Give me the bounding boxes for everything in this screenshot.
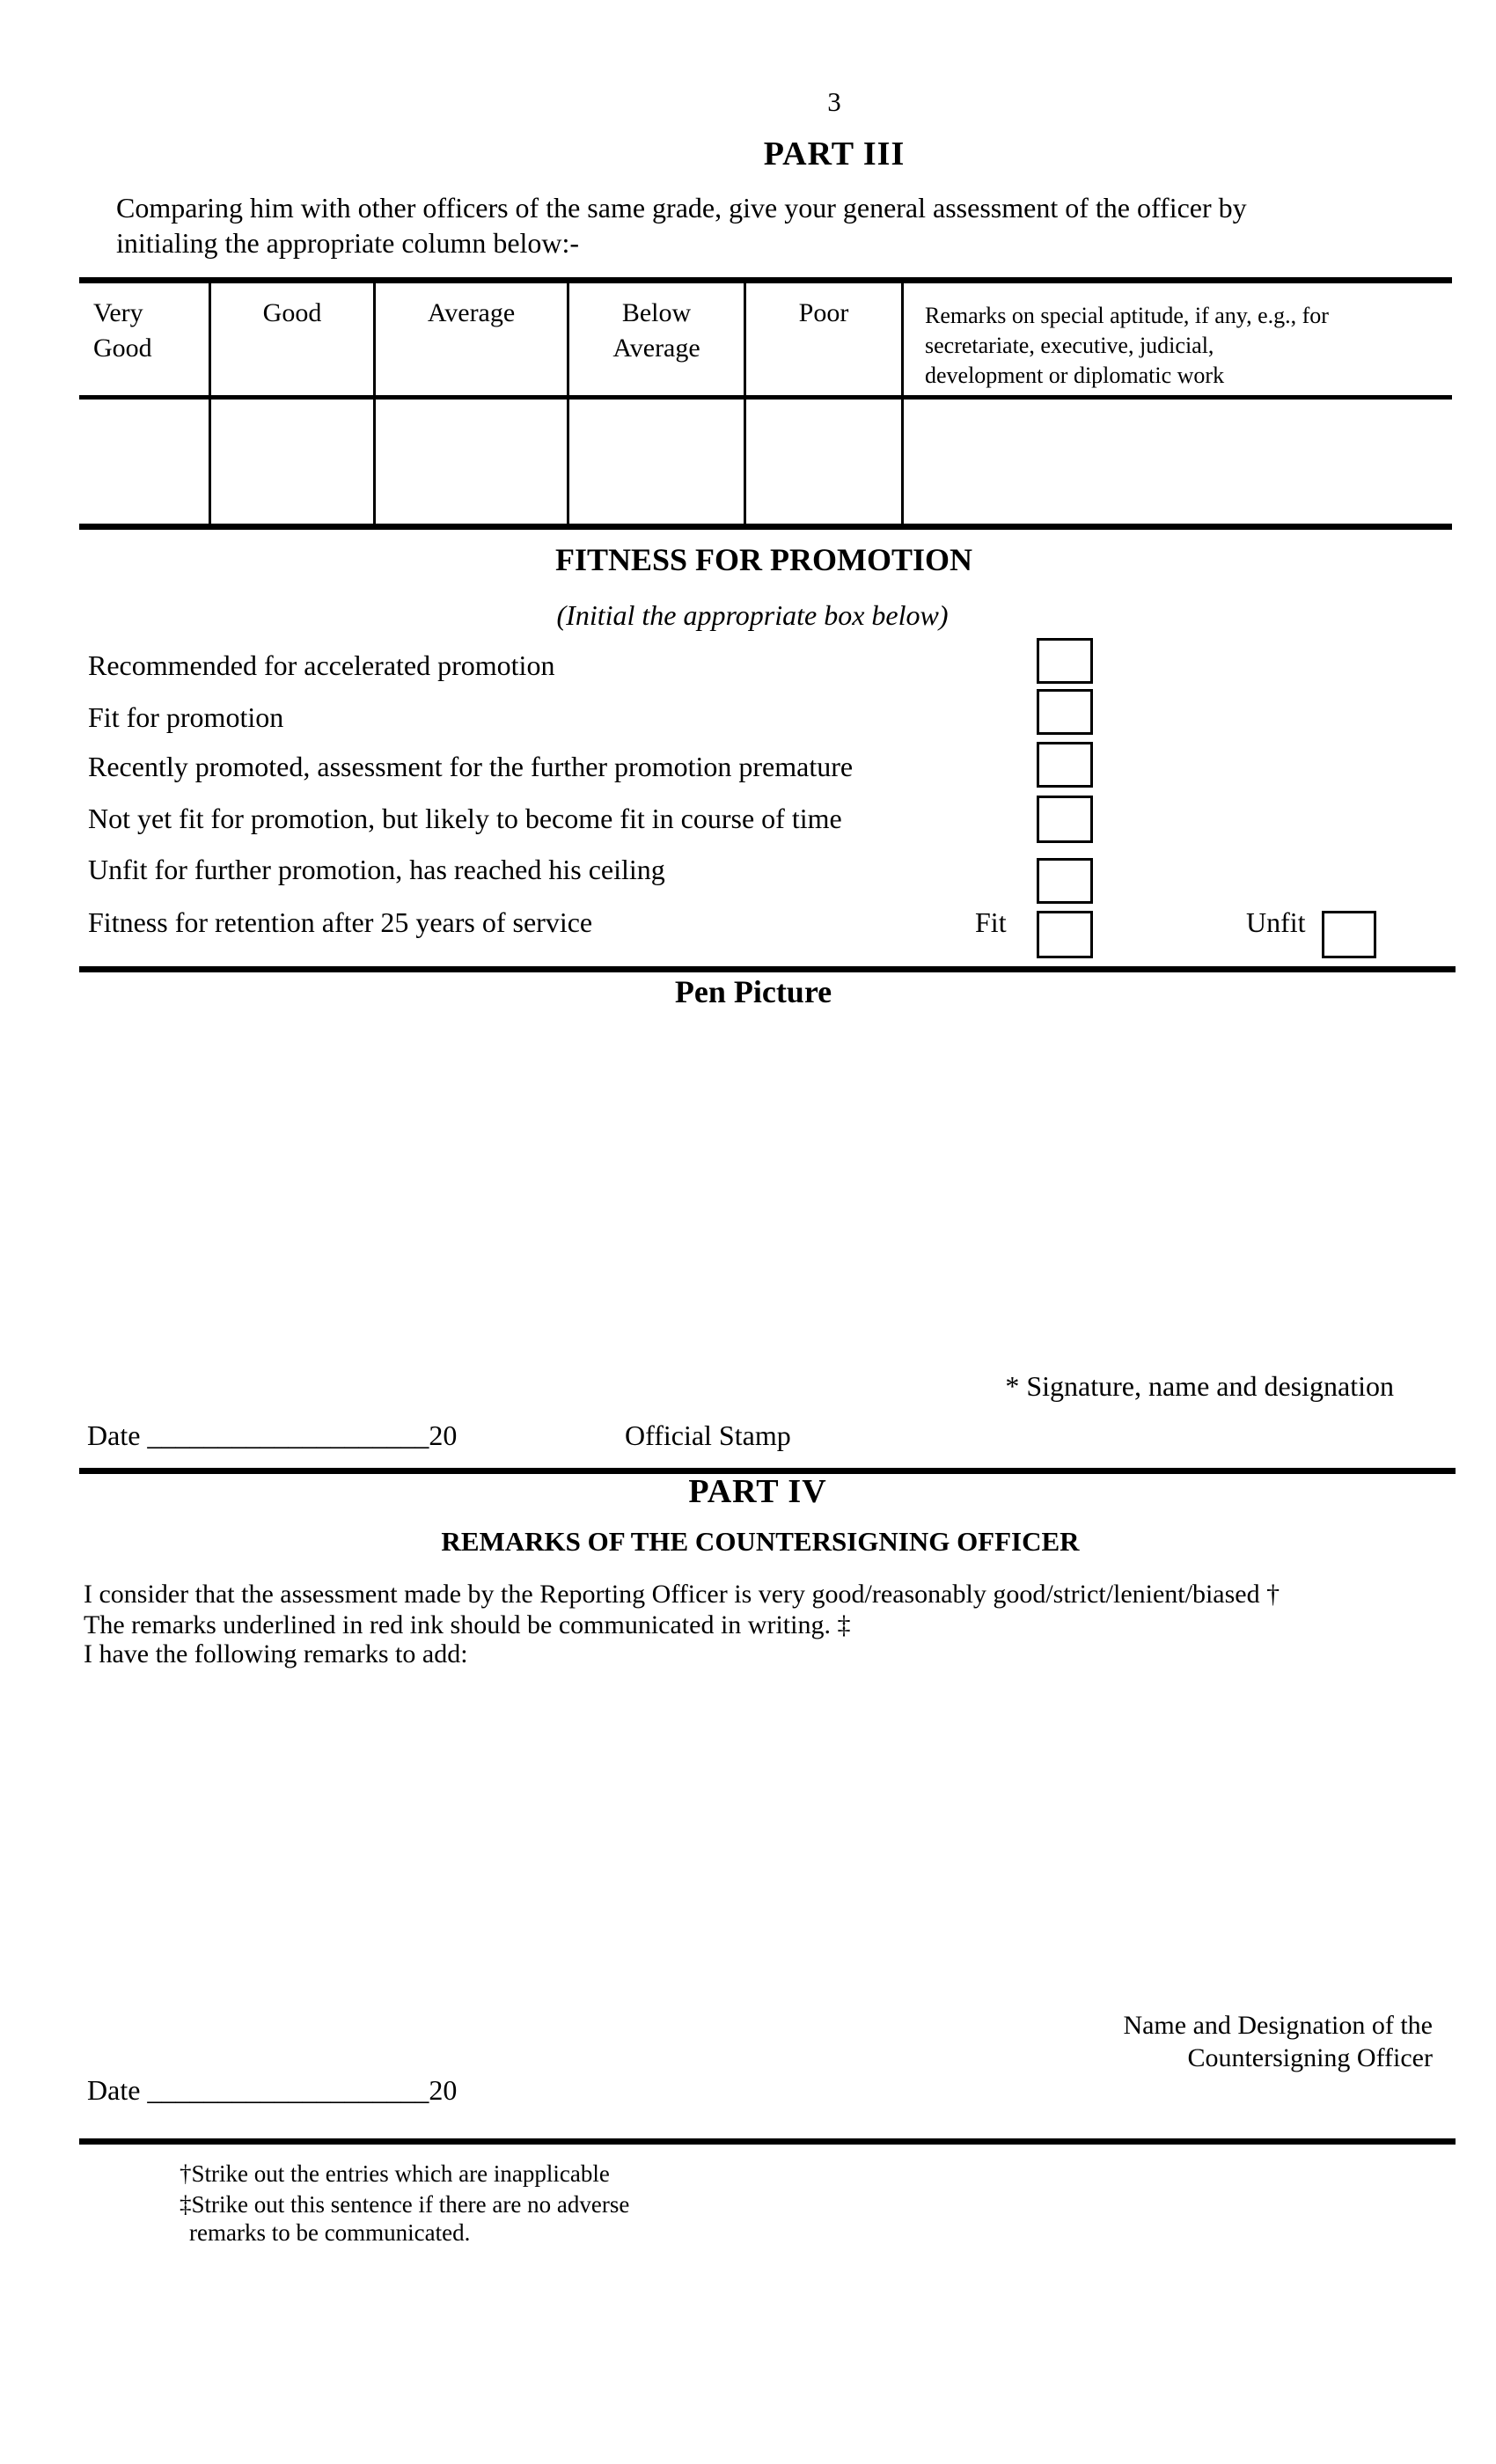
checkbox-accelerated-promotion[interactable] <box>1037 638 1093 684</box>
date-input-line-countersigning[interactable]: ____________________ <box>147 2074 429 2106</box>
checkbox-fit-for-promotion[interactable] <box>1037 689 1093 735</box>
retention-unfit-label: Unfit <box>1246 906 1306 938</box>
remarks-header-line-1: Remarks on special aptitude, if any, e.g., for <box>925 303 1329 328</box>
checkbox-unfit-further-promotion[interactable] <box>1037 858 1093 904</box>
entry-cell-very-good[interactable] <box>79 400 209 524</box>
col-header-very-good-label: Very Good <box>93 298 152 363</box>
date-line-reporting <box>87 1419 457 1452</box>
part4-body-line-3: I have the following remarks to add: <box>84 1639 468 1668</box>
col-header-good-label: Good <box>262 298 322 327</box>
pen-picture-title: Pen Picture <box>674 974 832 1009</box>
option-fit-for-promotion: Fit for promotion <box>88 701 284 733</box>
date-label: Date <box>87 1419 148 1451</box>
part4-body-line-1: I consider that the assessment made by the Reporting Officer is very good/reasonably good/strict/lenient/biased † <box>84 1580 1280 1609</box>
fitness-title: FITNESS FOR PROMOTION <box>554 542 973 577</box>
col-header-below-average <box>567 283 744 395</box>
part3-intro-line-2: initialing the appropriate column below:- <box>116 227 580 259</box>
entry-cell-good[interactable] <box>209 400 373 524</box>
col-header-average-label: Average <box>427 298 516 327</box>
checkbox-not-yet-fit[interactable] <box>1037 796 1093 843</box>
col-header-below-average-label: Below Average <box>612 298 700 363</box>
footnotes-divider-rule <box>79 2138 1456 2145</box>
date-year-prefix-countersigning: 20 <box>429 2074 458 2106</box>
entry-cell-average[interactable] <box>373 400 567 524</box>
col-header-good <box>209 283 373 395</box>
part3-title: PART III <box>763 136 906 172</box>
countersigning-remarks-area[interactable] <box>79 1685 1452 2002</box>
official-stamp-label: Official Stamp <box>625 1419 791 1451</box>
col-header-poor-label: Poor <box>798 298 849 327</box>
option-accelerated-promotion: Recommended for accelerated promotion <box>88 649 555 681</box>
date-year-prefix: 20 <box>429 1419 458 1451</box>
checkbox-retention-fit[interactable] <box>1037 911 1093 958</box>
assessment-table-entry-row <box>79 400 1452 524</box>
countersigning-signoff-line-1: Name and Designation of the <box>1123 2011 1433 2040</box>
footnote-dagger: †Strike out the entries which are inapplicable <box>180 2160 610 2187</box>
col-header-poor <box>744 283 901 395</box>
option-retention-25-years: Fitness for retention after 25 years of service <box>88 906 593 938</box>
part4-subtitle: REMARKS OF THE COUNTERSIGNING OFFICER <box>441 1526 1080 1557</box>
col-header-remarks <box>901 283 1452 395</box>
signature-note: * Signature, name and designation <box>1005 1370 1394 1402</box>
checkbox-retention-unfit[interactable] <box>1322 911 1376 958</box>
date-label-countersigning: Date <box>87 2074 148 2106</box>
pen-picture-writing-area[interactable] <box>79 1030 1452 1364</box>
assessment-table <box>79 277 1452 530</box>
option-unfit-further-promotion: Unfit for further promotion, has reached his ceiling <box>88 854 665 885</box>
col-header-average <box>373 283 567 395</box>
section-divider-rule <box>79 966 1456 972</box>
footnote-double-dagger-line-2: remarks to be communicated. <box>189 2219 471 2246</box>
entry-cell-poor[interactable] <box>744 400 901 524</box>
remarks-header-line-2: secretariate, executive, judicial, <box>925 333 1214 358</box>
date-line-countersigning <box>87 2074 457 2107</box>
col-header-very-good <box>79 283 209 395</box>
part3-intro-line-1: Comparing him with other officers of the same grade, give your general assessment of the officer by <box>116 192 1247 224</box>
part4-body-line-2: The remarks underlined in red ink should be communicated in writing. ‡ <box>84 1610 851 1639</box>
countersigning-signoff-line-2: Countersigning Officer <box>1187 2043 1433 2072</box>
entry-cell-below-average[interactable] <box>567 400 744 524</box>
checkbox-recently-promoted[interactable] <box>1037 742 1093 788</box>
part4-title: PART IV <box>688 1473 827 1510</box>
remarks-header-line-3: development or diplomatic work <box>925 363 1225 388</box>
option-not-yet-fit: Not yet fit for promotion, but likely to become fit in course of time <box>88 803 842 834</box>
assessment-table-header-row <box>79 283 1452 400</box>
retention-fit-label: Fit <box>975 906 1007 938</box>
option-recently-promoted: Recently promoted, assessment for the further promotion premature <box>88 751 854 782</box>
entry-cell-remarks[interactable] <box>901 400 1452 524</box>
page-number: 3 <box>827 86 841 117</box>
footnote-double-dagger-line-1: ‡Strike out this sentence if there are no adverse <box>180 2191 630 2218</box>
date-input-line[interactable]: ____________________ <box>147 1419 429 1451</box>
fitness-subtitle: (Initial the appropriate box below) <box>556 599 949 631</box>
